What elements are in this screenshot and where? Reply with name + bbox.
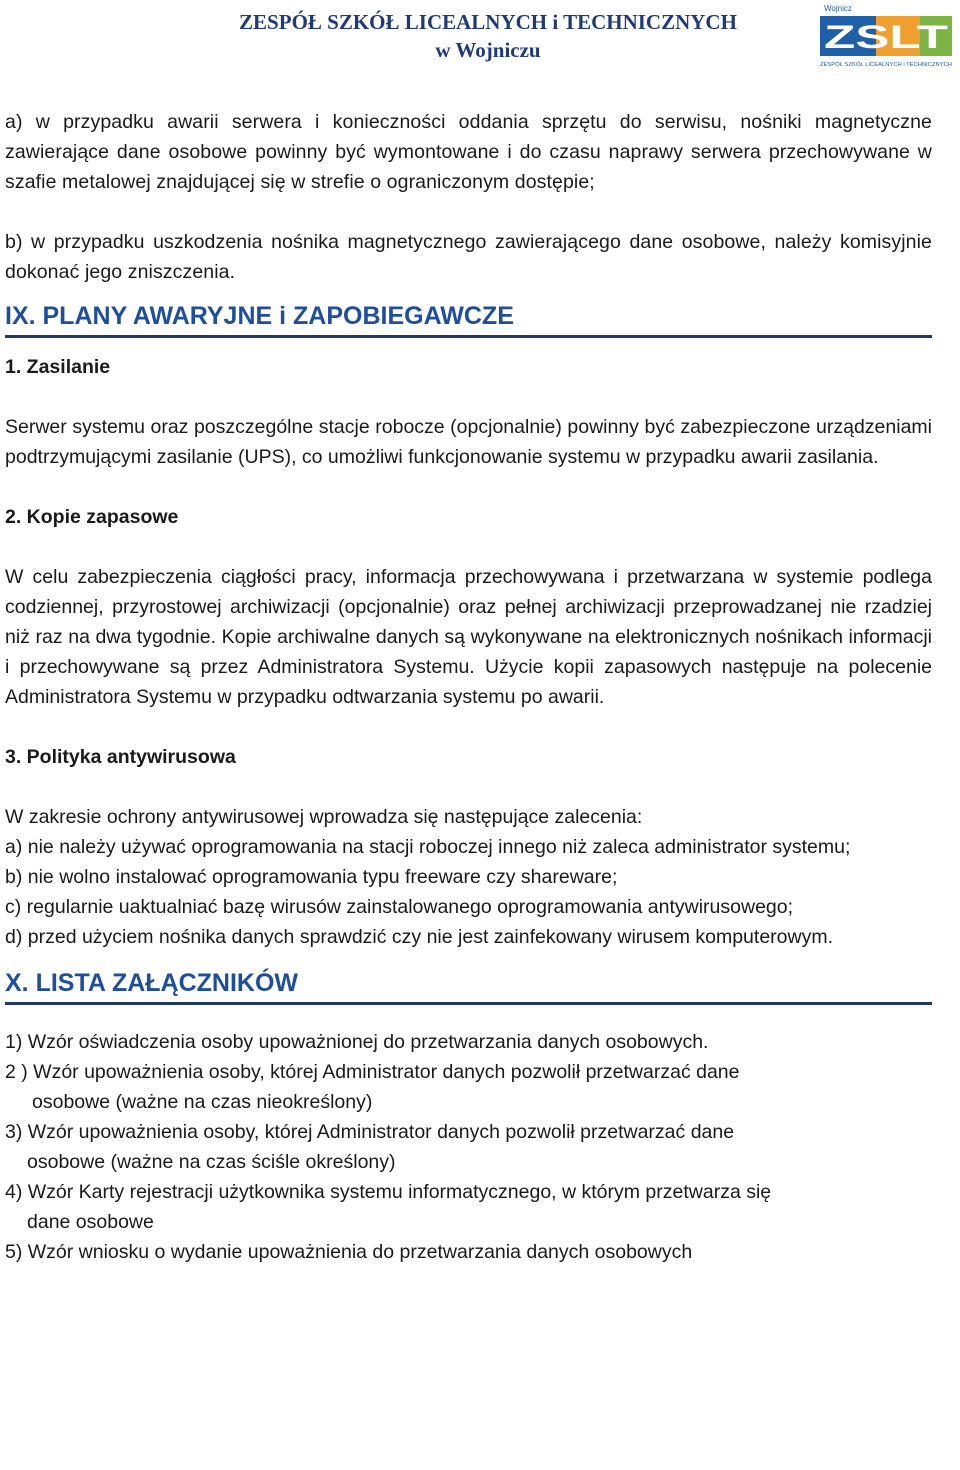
paragraph-a: a) w przypadku awarii serwera i konieczności oddania sprzętu do serwisu, nośniki magnetyczne zawierające dane osobowe powinny być wymontowane i do czasu naprawy serwera przechowywane w szafie metalowej znajdującej się w strefie o ograniczonym dostępie; [5, 111, 932, 193]
school-name-line1: ZESPÓŁ SZKÓŁ LICEALNYCH i TECHNICZNYCH [239, 10, 737, 34]
subsection-3-title: 3. Polityka antywirusowa [5, 746, 236, 768]
school-name [188, 8, 788, 64]
paragraph-b: b) w przypadku uszkodzenia nośnika magnetycznego zawierającego dane osobowe, należy komisyjnie dokonać jego zniszczenia. [5, 231, 932, 283]
attachment-item: 1) Wzór oświadczenia osoby upoważnionej do przetwarzania danych osobowych. [5, 1031, 709, 1053]
subsection-1-title: 1. Zasilanie [5, 356, 111, 378]
attachment-item: 3) Wzór upoważnienia osoby, której Administrator danych pozwolił przetwarzać dane [5, 1121, 735, 1143]
subsection-1-text: Serwer systemu oraz poszczególne stacje robocze (opcjonalnie) powinny być zabezpieczone urządzeniami podtrzymującymi zasilanie (UPS), co umożliwi funkcjonowanie systemu w przypadku awarii zasilania. [5, 416, 932, 468]
list-item: d) przed użyciem nośnika danych sprawdzić czy nie jest zainfekowany wirusem komputerowym. [5, 926, 833, 948]
section-9-title: IX. PLANY AWARYJNE i ZAPOBIEGAWCZE [5, 299, 932, 338]
attachment-item-continuation: osobowe (ważne na czas ściśle określony) [27, 1151, 396, 1173]
document-body [5, 107, 932, 1267]
logo-top-text: Wojnicz [824, 4, 852, 13]
subsection-2-text: W celu zabezpieczenia ciągłości pracy, informacja przechowywana i przetwarzana w systemie podlega codziennej, przyrostowej archiwizacji (opcjonalnie) oraz pełnej archiwizacji przeprowadzanej nie rzadziej niż raz na dwa tygodnie. Kopie archiwalne danych są wykonywane na elektronicznych nośnikach informacji i przechowywane są przez Administratora Systemu. Użycie kopii zapasowych następuje na polecenie Administratora Systemu w przypadku odtwarzania systemu po awarii. [5, 566, 932, 708]
attachment-item: 2 ) Wzór upoważnienia osoby, której Administrator danych pozwolił przetwarzać dane [5, 1061, 740, 1083]
logo-letters: ZSLT [824, 19, 949, 55]
subsection-3-intro: W zakresie ochrony antywirusowej wprowadza się następujące zalecenia: [5, 806, 643, 828]
school-logo [814, 2, 956, 74]
subsection-2-title: 2. Kopie zapasowe [5, 506, 179, 528]
logo-caption: ZESPÓŁ SZKÓŁ LICEALNYCH i TECHNICZNYCH [820, 62, 938, 68]
list-item: b) nie wolno instalować oprogramowania typu freeware czy shareware; [5, 866, 618, 888]
attachment-item: 5) Wzór wniosku o wydanie upoważnienia do przetwarzania danych osobowych [5, 1241, 693, 1263]
list-item: c) regularnie uaktualniać bazę wirusów zainstalowanego oprogramowania antywirusowego; [5, 896, 794, 918]
section-10-title: X. LISTA ZAŁĄCZNIKÓW [5, 966, 932, 1005]
attachment-item: 4) Wzór Karty rejestracji użytkownika systemu informatycznego, w którym przetwarza się [5, 1181, 772, 1203]
list-item: a) nie należy używać oprogramowania na stacji roboczej innego niż zaleca administrator systemu; [5, 836, 851, 858]
school-name-line2: w Wojniczu [435, 38, 541, 62]
attachment-item-continuation: osobowe (ważne na czas nieokreślony) [32, 1091, 373, 1113]
page-header [0, 0, 960, 80]
attachment-item-continuation: dane osobowe [27, 1211, 154, 1233]
